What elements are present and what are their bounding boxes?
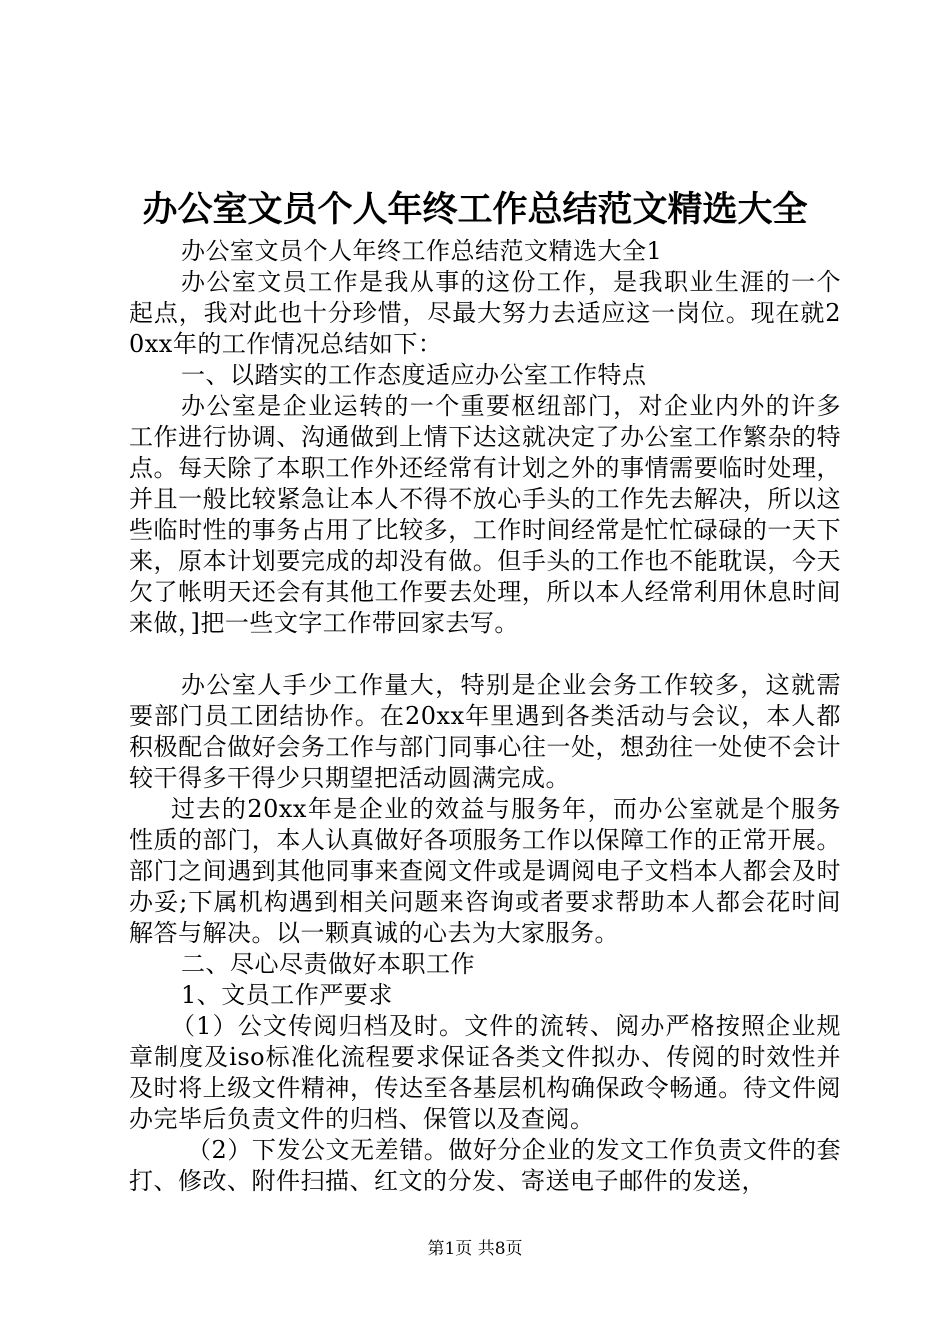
paragraph-intro: 办公室文员工作是我从事的这份工作，是我职业生涯的一个起点，我对此也十分珍惜，尽最大努力去适应这一岗位。现在就20xx年的工作情况总结如下：: [129, 268, 841, 358]
subsection-heading-1: 1、文员工作严要求: [181, 981, 393, 1009]
paragraph-subtitle: 办公室文员个人年终工作总结范文精选大全1: [181, 237, 663, 265]
section-heading-2: 二、尽心尽责做好本职工作: [181, 950, 475, 978]
paragraph-item-2: （2）下发公文无差错。做好分企业的发文工作负责文件的套打、修改、附件扫描、红文的分发、寄送电子邮件的发送，: [129, 1136, 841, 1195]
page-number: 第1页 共8页: [427, 1239, 523, 1259]
paragraph-item-1: （1）公文传阅归档及时。文件的流转、阅办严格按照企业规章制度及iso标准化流程要求保证各类文件拟办、传阅的时效性并及时将上级文件精神，传达至各基层机构确保政令畅通。待文件阅办完毕后负责文件的归档、保管以及查阅。: [129, 1012, 841, 1133]
section-heading-1: 一、以踏实的工作态度适应办公室工作特点: [181, 361, 647, 389]
document-title: 办公室文员个人年终工作总结范文精选大全: [142, 189, 808, 230]
paragraph-spacer: [129, 639, 841, 670]
paragraph-office-features: 办公室是企业运转的一个重要枢纽部门，对企业内外的许多工作进行协调、沟通做到上情下达这就决定了办公室工作繁杂的特点。每天除了本职工作外还经常有计划之外的事情需要临时处理，并且一般比较紧急让本人不得不放心手头的工作先去解决，所以这些临时性的事务占用了比较多，工作时间经常是忙忙碌碌的一天下来，原本计划要完成的却没有做。但手头的工作也不能耽误，今天欠了帐明天还会有其他工作要去处理，所以本人经常利用休息时间来做，]把一些文字工作带回家去写。: [129, 392, 841, 637]
paragraph-teamwork: 办公室人手少工作量大，特别是企业会务工作较多，这就需要部门员工团结协作。在20xx年里遇到各类活动与会议，本人都积极配合做好会务工作与部门同事心往一处，想劲往一处使不会计较干得多干得少只期望把活动圆满完成。: [129, 671, 841, 792]
paragraph-service: 过去的20xx年是企业的效益与服务年，而办公室就是个服务性质的部门，本人认真做好各项服务工作以保障工作的正常开展。部门之间遇到其他同事来查阅文件或是调阅电子文档本人都会及时办妥;下属机构遇到相关问题来咨询或者要求帮助本人都会花时间解答与解决。以一颗真诚的心去为大家服务。: [129, 795, 841, 947]
document-body: [129, 236, 841, 1197]
